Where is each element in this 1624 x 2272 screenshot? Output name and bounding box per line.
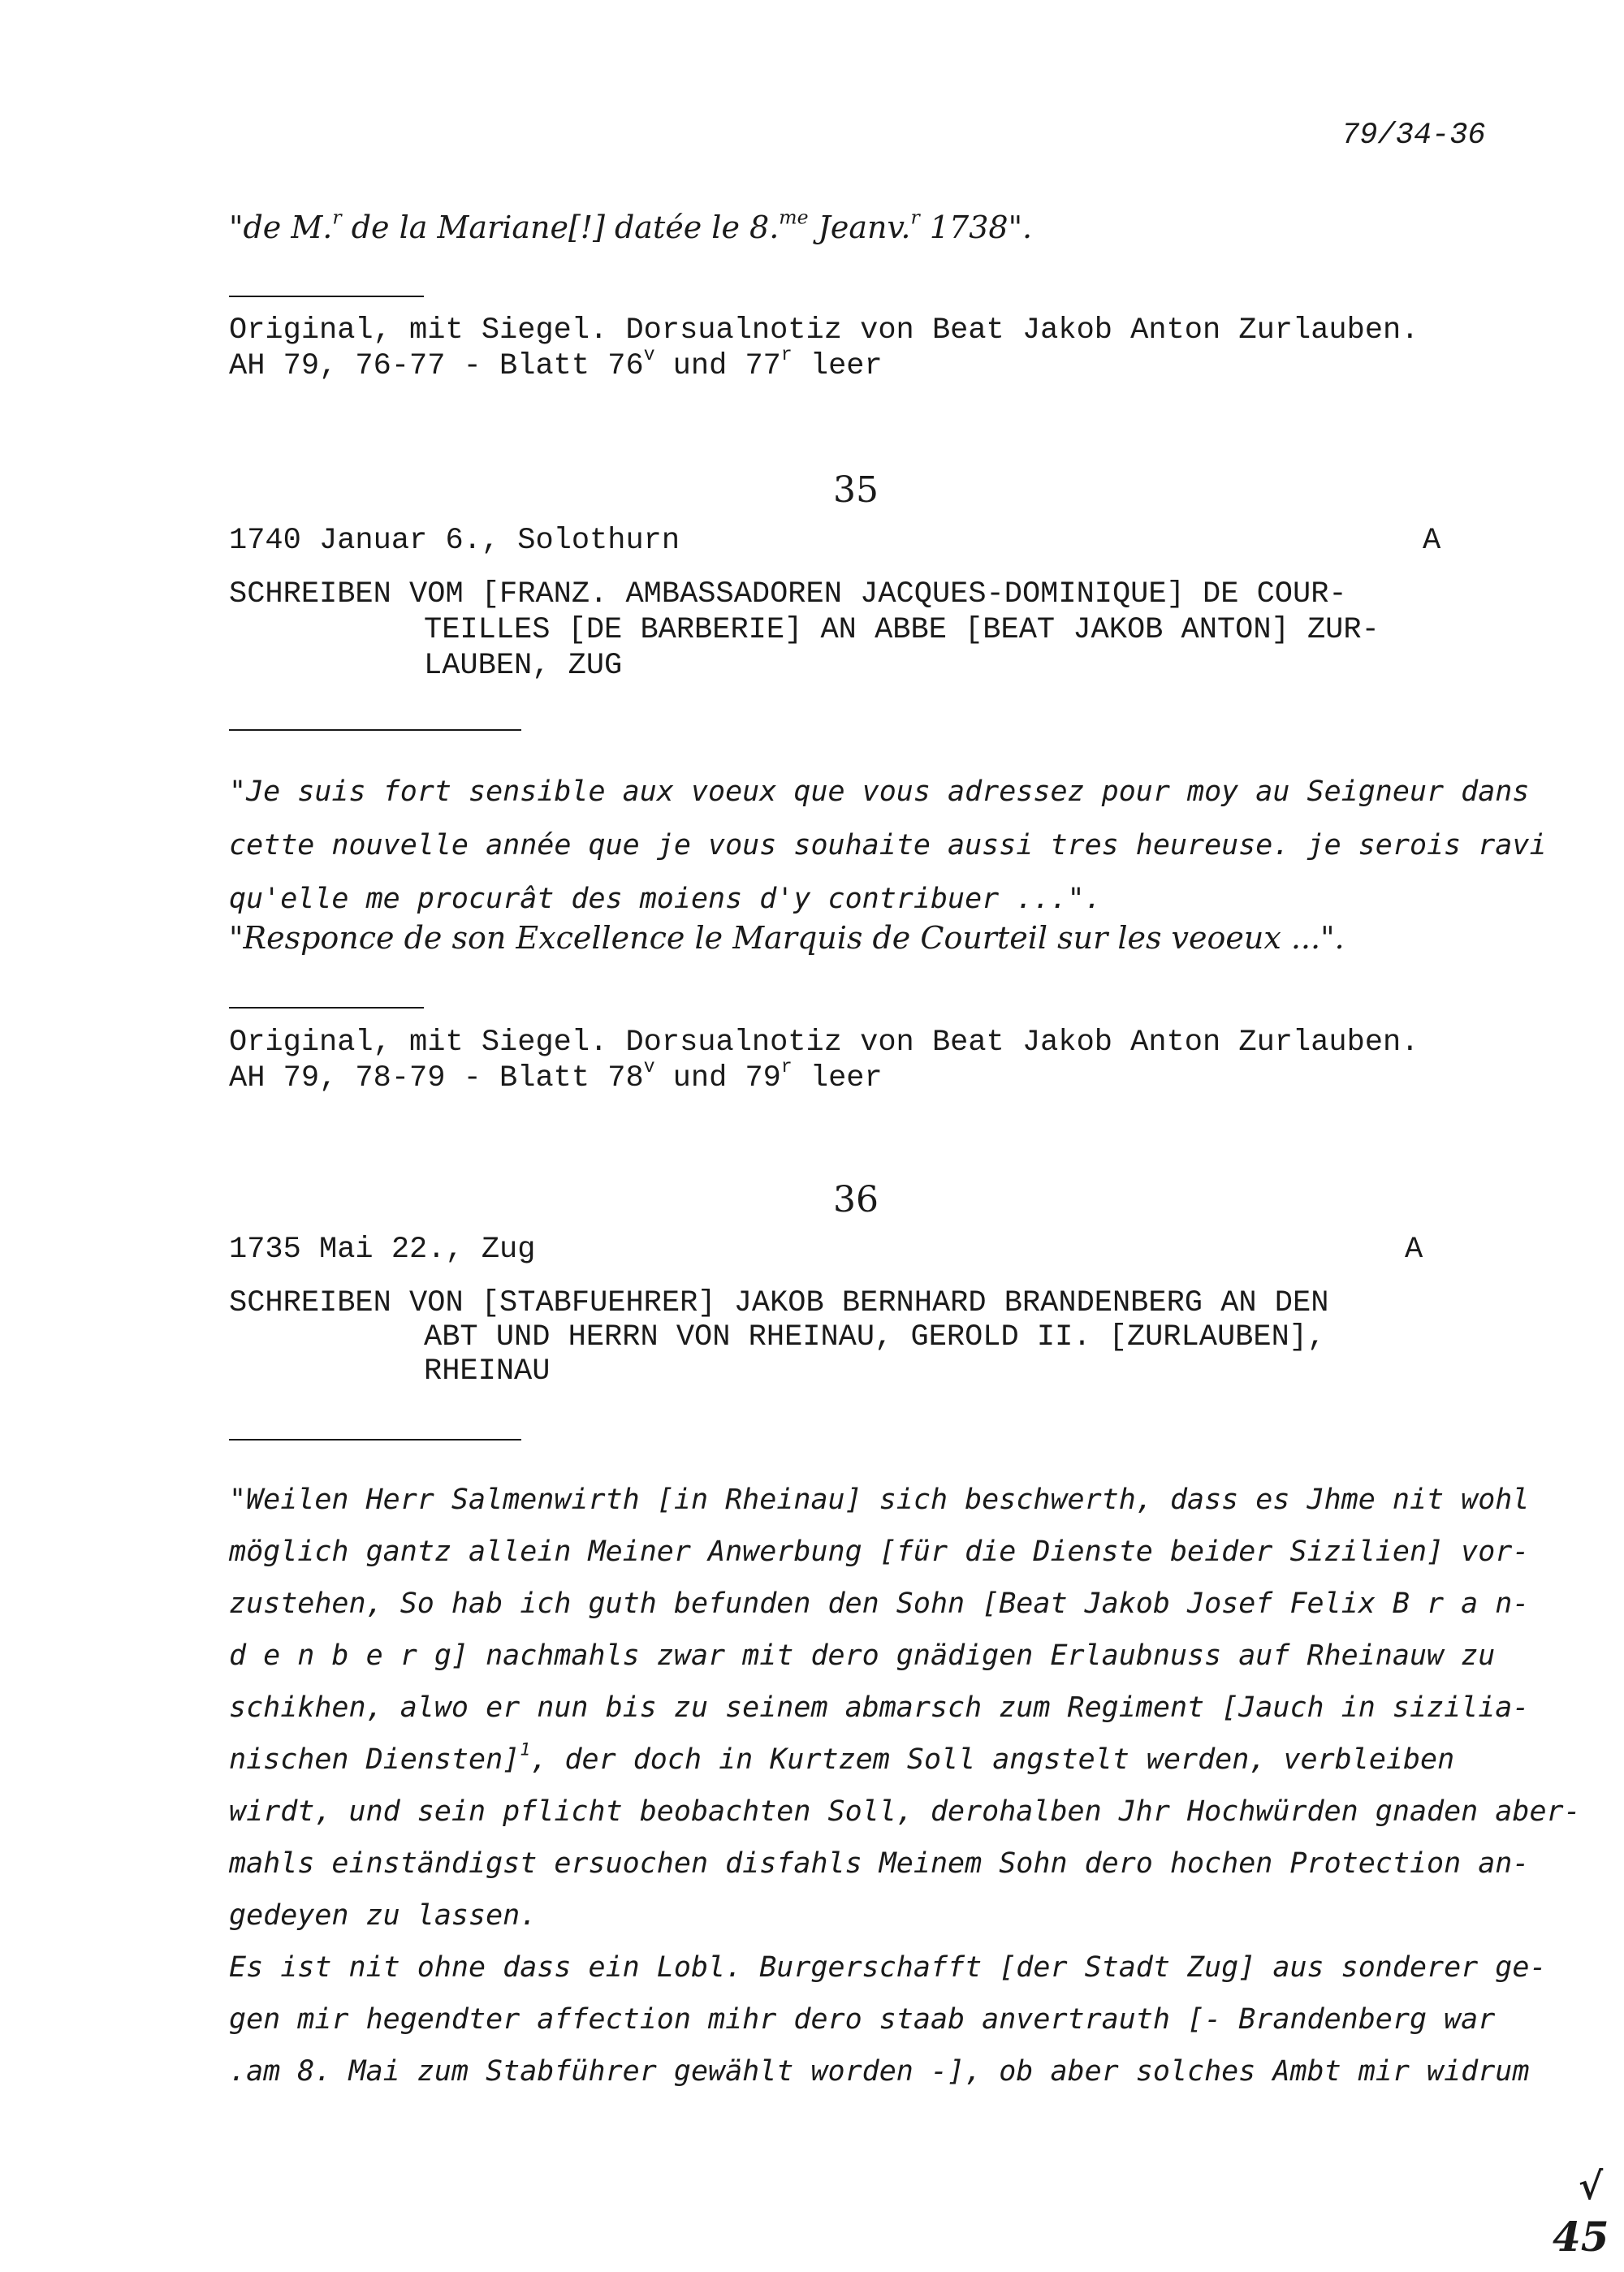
quote-line: zustehen, So hab ich guth befunden den Sohn [Beat Jakob Josef Felix B r a n- <box>229 1587 1530 1620</box>
separator-rule <box>229 1007 424 1009</box>
quote-line: Es ist nit ohne dass ein Lobl. Burgerschafft [der Stadt Zug] aus sonderer ge- <box>229 1951 1547 1984</box>
page-reference: 79/34-36 <box>1341 119 1486 153</box>
source-line: Original, mit Siegel. Dorsualnotiz von Beat Jakob Anton Zurlauben. <box>229 313 1419 348</box>
title-line: SCHREIBEN VOM [FRANZ. AMBASSADOREN JACQUES-DOMINIQUE] DE COUR- <box>229 577 1347 611</box>
check-mark: √ <box>1579 2164 1604 2208</box>
entry35-source-note <box>229 1025 1419 1096</box>
entry-date-place: 1740 Januar 6., Solothurn <box>229 524 680 558</box>
separator-rule <box>229 1439 521 1441</box>
entry-quote <box>229 1474 1581 2097</box>
entry-date-place: 1735 Mai 22., Zug <box>229 1233 536 1267</box>
entry-number: 36 <box>833 1179 879 1220</box>
entry-marker: A <box>1423 524 1441 558</box>
quote-line: möglich gantz allein Meiner Anwerbung [für die Dienste beider Sizilien] vor- <box>229 1536 1530 1568</box>
title-line: ABT UND HERRN VON RHEINAU, GEROLD II. [ZURLAUBEN], <box>424 1320 1326 1354</box>
quote-line: gedeyen zu lassen. <box>229 1899 538 1932</box>
quote-line: d e n b e r g] nachmahls zwar mit dero gnädigen Erlaubnuss auf Rheinauw zu <box>229 1639 1496 1672</box>
quote-line: cette nouvelle année que je vous souhaite aussi tres heureuse. je serois ravi <box>229 829 1547 862</box>
quote-line: "Je suis fort sensible aux voeux que vous adressez pour moy au Seigneur dans <box>229 775 1530 808</box>
entry-title <box>229 577 1380 684</box>
title-line: LAUBEN, ZUG <box>424 649 623 683</box>
entry-title <box>229 1286 1328 1389</box>
quote-line: "Weilen Herr Salmenwirth [in Rheinau] sich beschwerth, dass es Jhme nit wohl <box>229 1484 1530 1516</box>
entry34-dorsal-quote: "de M.$^r$ de la Mariane[!] datée le 8.$^{me}$ Jeanv.$^r$ 1738". <box>229 205 1033 245</box>
quote-line: mahls einständigst ersuochen disfahls Meinem Sohn dero hochen Protection an- <box>229 1847 1530 1880</box>
entry34-source-note <box>229 313 1419 384</box>
quote-line: schikhen, alwo er nun bis zu seinem abmarsch zum Regiment [Jauch in sizilia- <box>229 1691 1530 1724</box>
separator-rule <box>229 729 521 731</box>
entry-quote <box>229 765 1547 926</box>
quote-line: wirdt, und sein pflicht beobachten Soll, derohalben Jhr Hochwürden gnaden aber- <box>229 1795 1581 1828</box>
entry35-dorsal-quote: "Responce de son Excellence le Marquis de Courteil sur les veoeux ...". <box>229 920 1345 956</box>
quote-line: .am 8. Mai zum Stabführer gewählt worden -], ob aber solches Ambt mir widrum <box>229 2055 1530 2088</box>
source-line: AH 79, 76-77 - Blatt 76$^v$ und 77$^r$ leer <box>229 343 883 383</box>
quote-line: gen mir hegendter affection mihr dero staab anvertrauth [- Brandenberg war <box>229 2003 1496 2036</box>
quote-line: qu'elle me procurât des moiens d'y contribuer ...". <box>229 883 1102 915</box>
quote-line: nischen Diensten]$^1$, der doch in Kurtzem Soll angstelt werden, verbleiben <box>229 1739 1455 1776</box>
entry-number: 35 <box>833 469 879 511</box>
title-line: RHEINAU <box>424 1354 551 1389</box>
folio-mark: 45 <box>1553 2213 1609 2261</box>
title-line: TEILLES [DE BARBERIE] AN ABBE [BEAT JAKOB ANTON] ZUR- <box>424 613 1380 647</box>
title-line: SCHREIBEN VON [STABFUEHRER] JAKOB BERNHARD BRANDENBERG AN DEN <box>229 1286 1329 1320</box>
source-line: AH 79, 78-79 - Blatt 78$^v$ und 79$^r$ leer <box>229 1056 883 1095</box>
entry-marker: A <box>1405 1233 1423 1267</box>
source-line: Original, mit Siegel. Dorsualnotiz von Beat Jakob Anton Zurlauben. <box>229 1026 1419 1060</box>
separator-rule <box>229 296 424 297</box>
